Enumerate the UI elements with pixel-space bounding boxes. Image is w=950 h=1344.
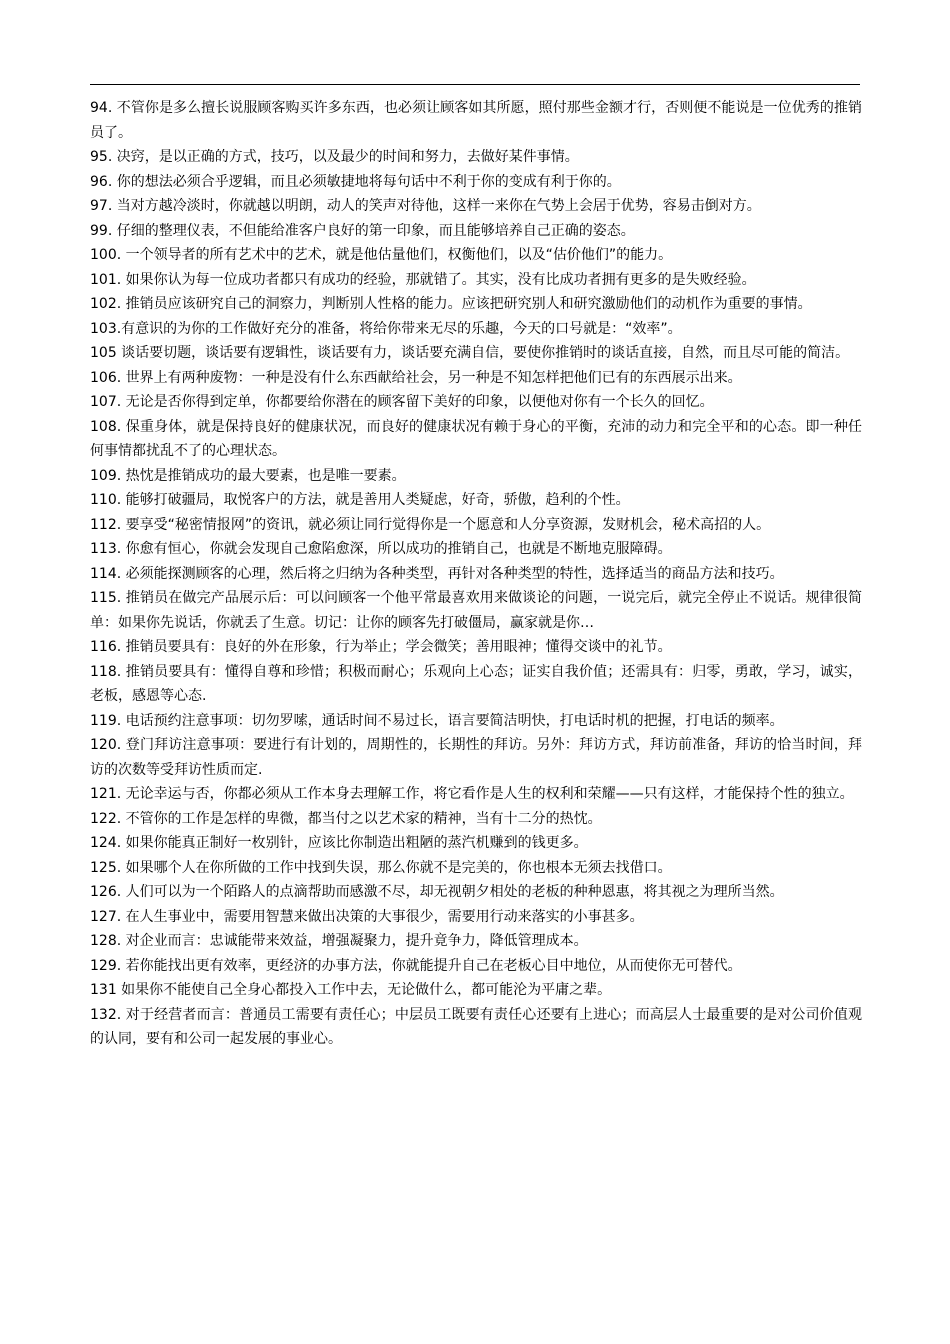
entry-109: 109. 热忱是推销成功的最大要素，也是唯一要素。 — [90, 467, 406, 484]
entry-120: 120. 登门拜访注意事项：要进行有计划的，周期性的，长期性的拜访。另外：拜访方式，拜访前准备，拜访的恰当时间，拜访的次数等受拜访性质而定. — [90, 737, 862, 778]
entry-106: 106. 世界上有两种废物：一种是没有什么东西献给社会，另一种是不知怎样把他们已有的东西展示出来。 — [90, 369, 742, 386]
header-rule — [90, 84, 860, 85]
entry-105: 105 谈话要切题，谈话要有逻辑性，谈话要有力，谈话要充满自信，要使你推销时的谈话直接，自然，而且尽可能的简洁。 — [90, 345, 850, 361]
entry-102: 102. 推销员应该研究自己的洞察力，判断别人性格的能力。应该把研究别人和研究激励他们的动机作为重要的事情。 — [90, 296, 812, 312]
entry-115: 115. 推销员在做完产品展示后：可以问顾客一个他平常最喜欢用来做谈论的问题，一说完后，就完全停止不说话。规律很简单：如果你先说话，你就丢了生意。切记：让你的顾客先打破僵局，赢家就是你… — [90, 590, 862, 631]
entry-107: 107. 无论是否你得到定单，你都要给你潜在的顾客留下美好的印象，以便他对你有一个长久的回忆。 — [90, 394, 714, 410]
entry-114: 114. 必须能探测顾客的心理，然后将之归纳为各种类型，再针对各种类型的特性，选择适当的商品方法和技巧。 — [90, 565, 784, 582]
entry-121: 121. 无论幸运与否，你都必须从工作本身去理解工作，将它看作是人生的权利和荣耀——只有这样，才能保持个性的独立。 — [90, 786, 854, 802]
entry-132: 132. 对于经营者而言：普通员工需要有责任心；中层员工既要有责任心还要有上进心；而高层人士最重要的是对公司价值观的认同，要有和公司一起发展的事业心。 — [90, 1006, 862, 1047]
entry-128: 128. 对企业而言：忠诚能带来效益，增强凝聚力，提升竟争力，降低管理成本。 — [90, 933, 588, 949]
entry-126: 126. 人们可以为一个陌路人的点滴帮助而感激不尽，却无视朝夕相处的老板的种种恩惠，将其视之为理所当然。 — [90, 884, 784, 900]
document-body — [90, 96, 862, 1052]
entry-101: 101. 如果你认为每一位成功者都只有成功的经验，那就错了。其实，没有比成功者拥有更多的是失败经验。 — [90, 271, 756, 288]
entry-96: 96. 你的想法必须合乎逻辑，而且必须敏捷地将每句话中不利于你的变成有利于你的。 — [90, 173, 621, 190]
entry-124: 124. 如果你能真正制好一枚别针，应该比你制造出粗陋的蒸汽机赚到的钱更多。 — [90, 835, 588, 851]
entry-119: 119. 电话预约注意事项：切勿罗嗦，通话时间不易过长，语言要简洁明快，打电话时机的把握，打电话的频率。 — [90, 712, 784, 729]
entry-103: 103.有意识的为你的工作做好充分的准备，将给你带来无尽的乐趣，今天的口号就是：“效率”。 — [90, 320, 682, 337]
entry-127: 127. 在人生事业中，需要用智慧来做出决策的大事很少，需要用行动来落实的小事甚多。 — [90, 908, 644, 925]
entry-122: 122. 不管你的工作是怎样的卑微，都当付之以艺术家的精神，当有十二分的热忱。 — [90, 810, 602, 827]
entry-112: 112. 要享受“秘密情报网”的资讯，就必须让同行觉得你是一个愿意和人分享资源，发财机会，秘术高招的人。 — [90, 516, 771, 533]
entry-108: 108. 保重身体，就是保持良好的健康状况，而良好的健康状况有赖于身心的平衡，充沛的动力和完全平和的心态。即一种任何事情都扰乱不了的心理状态。 — [90, 418, 862, 459]
entry-125: 125. 如果哪个人在你所做的工作中找到失误，那么你就不是完美的，你也根本无须去找借口。 — [90, 859, 672, 876]
entry-131: 131 如果你不能使自己全身心都投入工作中去，无论做什么，都可能沦为平庸之辈。 — [90, 982, 612, 998]
entry-113: 113. 你愈有恒心，你就会发现自己愈陷愈深，所以成功的推销自己，也就是不断地克服障碍。 — [90, 541, 672, 557]
entry-118: 118. 推销员要具有：懂得自尊和珍惜；积极而耐心；乐观向上心态；证实自我价值；还需具有：归零，勇敢，学习，诚实，老板，感恩等心态. — [90, 663, 862, 704]
entry-110: 110. 能够打破疆局，取悦客户的方法，就是善用人类疑虑，好奇，骄傲，趋利的个性。 — [90, 492, 630, 508]
entry-99: 99. 仔细的整理仪表，不但能给准客户良好的第一印象，而且能够培养自己正确的姿态。 — [90, 222, 635, 239]
entry-95: 95. 决窍，是以正确的方式，技巧，以及最少的时间和努力，去做好某件事情。 — [90, 149, 579, 165]
entry-100: 100. 一个领导者的所有艺术中的艺术，就是他估量他们，权衡他们，以及“估价他们”的能力。 — [90, 247, 673, 263]
entry-97: 97. 当对方越冷淡时，你就越以明朗，动人的笑声对待他，这样一来你在气势上会居于优势，容易击倒对方。 — [90, 198, 761, 214]
entry-116: 116. 推销员要具有：良好的外在形象，行为举止；学会微笑；善用眼神；懂得交谈中的礼节。 — [90, 639, 672, 655]
entry-129: 129. 若你能找出更有效率，更经济的办事方法，你就能提升自己在老板心目中地位，从而使你无可替代。 — [90, 957, 742, 974]
entry-94: 94. 不管你是多么擅长说服顾客购买许多东西，也必须让顾客如其所愿，照付那些金额才行，否则便不能说是一位优秀的推销员了。 — [90, 100, 862, 141]
